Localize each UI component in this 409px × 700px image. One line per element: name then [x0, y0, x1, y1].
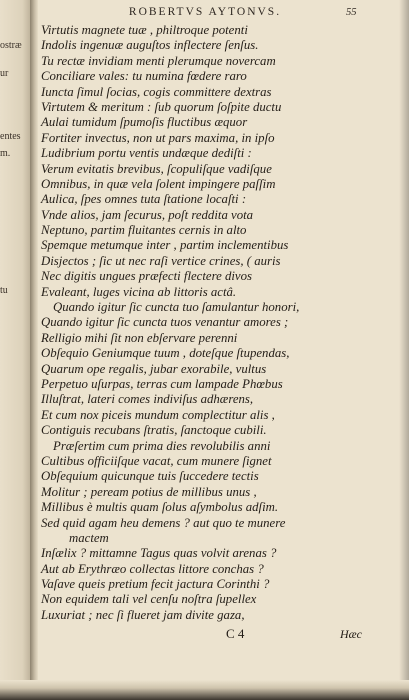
text-line: Quando igitur ſic cuncta tuo ſamulantur honori,	[53, 300, 300, 315]
text-line: Verum evitatis brevibus, ſcopuliſque vadiſque	[41, 161, 272, 176]
margin-note: ur	[0, 68, 9, 79]
text-line: mactem	[69, 530, 109, 545]
catchword: Hæc	[340, 627, 362, 641]
text-line: Aulica, ſpes omnes tuta ſtatione locaſti :	[41, 192, 247, 207]
text-line: Luxuriat ; nec ſi flueret jam divite gaza,	[41, 607, 245, 622]
text-line: Et cum nox piceis mundum complectitur alis ,	[41, 407, 275, 422]
text-line: Ludibrium portu ventis undæque dediſti :	[41, 146, 252, 161]
text-line: Non equidem tali vel cenſu noſtra ſupellex	[41, 592, 257, 607]
text-line: Indolis ingenuæ auguſtos inflectere ſenſus.	[41, 38, 259, 53]
text-line: Iuncta ſimul ſocias, cogis committere dextras	[41, 84, 272, 99]
text-line: Quarum ope regalis, jubar exorabile, vultus	[41, 361, 267, 376]
text-line: Sed quid agam heu demens ? aut quo te munere	[41, 515, 286, 530]
text-line: Molitur ; peream potius de millibus unus ,	[41, 484, 257, 499]
text-line: Præſertim cum prima dies revolubilis anni	[53, 438, 271, 453]
text-line: Contiguis recubans ſtratis, ſanctoque cubili.	[41, 423, 267, 438]
poem-text	[41, 23, 371, 623]
margin-note: m.	[0, 148, 11, 159]
text-line: Obſequium quicunque tuis ſuccedere tectis	[41, 469, 259, 484]
text-line: Nec digitis ungues præfecti flectere divos	[41, 269, 252, 284]
page-bottom-edge	[0, 680, 409, 700]
text-line: Evaleant, luges vicina ab littoris actâ.	[41, 284, 237, 299]
text-line: Perpetuo uſurpas, terras cum lampade Phœbus	[41, 376, 283, 391]
text-line: Illuſtrat, lateri comes indiviſus adhærens,	[41, 392, 254, 407]
text-line: Conciliare vales: tu numina fœdere raro	[41, 69, 247, 84]
book-gutter	[30, 0, 38, 700]
previous-page-edge	[0, 0, 32, 700]
text-line: Omnibus, in quæ vela ſolent impingere paſſim	[41, 176, 276, 191]
text-line: Aulai tumidum ſpumoſis fluctibus æquor	[41, 115, 248, 130]
text-line: Quando igitur ſic cuncta tuos venantur amores ;	[41, 315, 289, 330]
margin-note: tu	[0, 285, 8, 296]
text-line: Fortiter invectus, non ut pars maxima, in ipſo	[41, 130, 275, 145]
margin-note: ostræ	[0, 40, 22, 51]
text-line: Obſequio Geniumque tuum , doteſque ſtupendas,	[41, 346, 290, 361]
text-line: Spemque metumque inter , partim inclementibus	[41, 238, 289, 253]
text-line: Disjectos ; ſic ut nec raſi vertice crines, ( auris	[41, 253, 281, 268]
page-number: 55	[346, 7, 357, 18]
text-line: Virtutis magnete tuæ , philtroque potenti	[41, 23, 248, 37]
running-head: ROBERTVS AYTONVS.	[128, 6, 282, 18]
margin-note: entes	[0, 131, 21, 142]
text-line: Millibus è multis quam ſolus aſymbolus adſim.	[41, 500, 279, 515]
page-edge-shadow	[399, 0, 409, 700]
text-line: Inſælix ? mittamne Tagus quas volvit arenas ?	[41, 546, 277, 561]
text-line: Aut ab Erythræo collectas littore conchas ?	[41, 561, 264, 576]
text-line: Relligio mihi ſit non ebſervare perenni	[41, 330, 238, 345]
text-line: Vaſave queis pretium fecit jactura Corinthi ?	[41, 577, 270, 592]
text-line: Neptuno, partim fluitantes cernis in alto	[41, 223, 247, 238]
text-line: Virtutem & meritum : ſub quorum ſoſpite ductu	[41, 99, 282, 114]
text-line: Tu rectæ invidiam menti plerumque novercam	[41, 53, 276, 68]
text-line: Cultibus officiiſque vacat, cum munere ſignet	[41, 453, 272, 468]
text-line: Vnde alios, jam ſecurus, poſt reddita vota	[41, 207, 254, 222]
signature-mark: C 4	[226, 626, 245, 641]
